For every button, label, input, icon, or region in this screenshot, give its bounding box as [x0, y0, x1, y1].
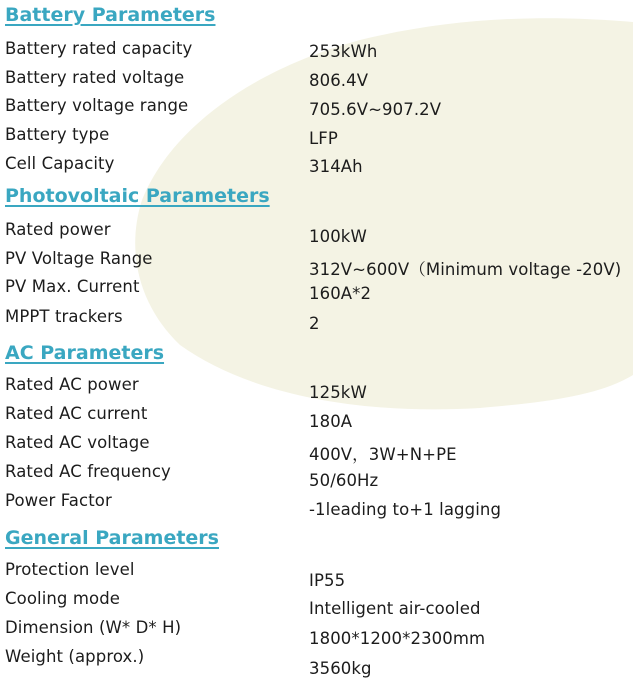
photovoltaic-parameters-heading: Photovoltaic Parameters [5, 185, 270, 207]
pv-max-current-value: 160A*2 [309, 284, 372, 303]
rated-ac-current-label: Rated AC current [5, 404, 148, 423]
weight-value: 3560kg [309, 659, 372, 678]
weight-label: Weight (approx.) [5, 647, 145, 666]
battery-type-label: Battery type [5, 125, 110, 144]
battery-parameters-heading: Battery Parameters [5, 4, 216, 26]
dimension-value: 1800*1200*2300mm [309, 629, 486, 648]
battery-rated-voltage-label: Battery rated voltage [5, 68, 185, 87]
pv-voltage-range-value: 312V~600V（Minimum voltage -20V) [309, 260, 622, 279]
mppt-trackers-label: MPPT trackers [5, 307, 123, 326]
protection-level-label: Protection level [5, 560, 135, 579]
battery-rated-capacity-label: Battery rated capacity [5, 39, 193, 58]
dimension-label: Dimension (W* D* H) [5, 618, 182, 637]
rated-ac-frequency-label: Rated AC frequency [5, 462, 171, 481]
rated-ac-voltage-label: Rated AC voltage [5, 433, 150, 452]
battery-type-value: LFP [309, 129, 338, 148]
ac-parameters-heading: AC Parameters [5, 342, 165, 364]
protection-level-value: IP55 [309, 571, 346, 590]
mppt-trackers-value: 2 [309, 314, 320, 333]
cooling-mode-value: Intelligent air-cooled [309, 599, 481, 618]
rated-power-label: Rated power [5, 220, 111, 239]
battery-rated-capacity-value: 253kWh [309, 42, 378, 61]
rated-ac-power-label: Rated AC power [5, 375, 139, 394]
power-factor-label: Power Factor [5, 491, 112, 510]
rated-ac-current-value: 180A [309, 412, 353, 431]
battery-voltage-range-value: 705.6V~907.2V [309, 100, 442, 119]
battery-rated-voltage-value: 806.4V [309, 71, 369, 90]
pv-max-current-label: PV Max. Current [5, 277, 140, 296]
pv-voltage-range-label: PV Voltage Range [5, 249, 153, 268]
cell-capacity-value: 314Ah [309, 157, 363, 176]
cell-capacity-label: Cell Capacity [5, 154, 115, 173]
power-factor-value: -1leading to+1 lagging [309, 500, 502, 519]
battery-voltage-range-label: Battery voltage range [5, 96, 189, 115]
cooling-mode-label: Cooling mode [5, 589, 121, 608]
rated-power-value: 100kW [309, 227, 367, 246]
rated-ac-frequency-value: 50/60Hz [309, 471, 379, 490]
rated-ac-voltage-value: 400V，3W+N+PE [309, 445, 457, 464]
general-parameters-heading: General Parameters [5, 527, 219, 549]
rated-ac-power-value: 125kW [309, 383, 367, 402]
